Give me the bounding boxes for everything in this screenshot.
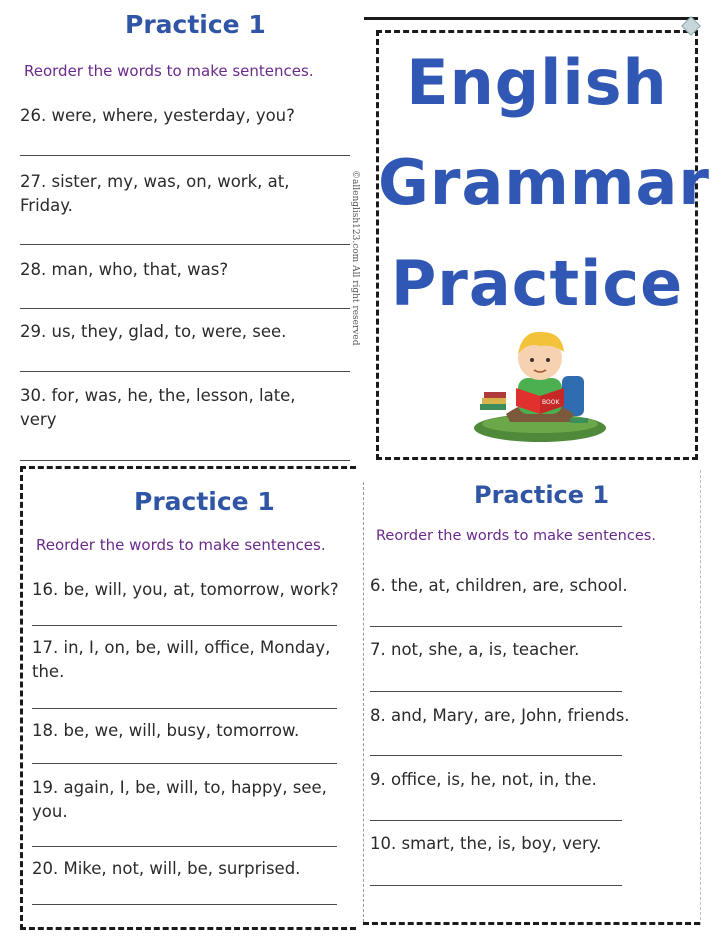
answer-line (32, 904, 337, 905)
question-28: 28. man, who, that, was? (20, 260, 229, 279)
question-30: 30. for, was, he, the, lesson, late, very (20, 386, 296, 429)
practice-title-bottom-right: Practice 1 (474, 481, 610, 509)
question-6: 6. the, at, children, are, school. (370, 576, 628, 595)
answer-line (32, 846, 337, 847)
answer-line (20, 244, 350, 245)
boy-reading-book-illustration (470, 318, 610, 446)
question-17: 17. in, I, on, be, will, office, Monday, the. (32, 638, 331, 681)
answer-line (370, 626, 622, 627)
cover-top-border (364, 17, 698, 20)
question-27: 27. sister, my, was, on, work, at, Friday. (20, 172, 290, 215)
question-20: 20. Mike, not, will, be, surprised. (32, 859, 301, 878)
copyright-watermark: ©allenglish123.com All right reserved (350, 170, 360, 346)
question-18: 18. be, we, will, busy, tomorrow. (32, 721, 300, 740)
answer-line (32, 763, 337, 764)
bottom-dashed-line (363, 922, 700, 925)
question-29: 29. us, they, glad, to, were, see. (20, 322, 287, 341)
cover-title-grammar: Grammar (378, 146, 710, 219)
bottom-right-edge (700, 470, 701, 925)
answer-line (370, 691, 622, 692)
question-9: 9. office, is, he, not, in, the. (370, 770, 597, 789)
question-10: 10. smart, the, is, boy, very. (370, 834, 602, 853)
instruction-bottom-left: Reorder the words to make sentences. (36, 536, 326, 554)
answer-line (370, 755, 622, 756)
answer-line (32, 708, 337, 709)
question-26: 26. were, where, yesterday, you? (20, 106, 295, 125)
answer-line (20, 460, 350, 461)
answer-line (20, 308, 350, 309)
cover-title-practice: Practice (390, 247, 684, 320)
book-label: BOOK (542, 399, 560, 406)
answer-line (370, 820, 622, 821)
answer-line (32, 625, 337, 626)
question-7: 7. not, she, a, is, teacher. (370, 640, 580, 659)
cover-title-english: English (406, 46, 668, 119)
answer-line (20, 371, 350, 372)
practice-title-top-left: Practice 1 (125, 10, 266, 39)
answer-line (370, 885, 622, 886)
bottom-right-divider (363, 482, 364, 922)
question-8: 8. and, Mary, are, John, friends. (370, 706, 630, 725)
question-19: 19. again, I, be, will, to, happy, see, you. (32, 778, 327, 821)
question-16: 16. be, will, you, at, tomorrow, work? (32, 580, 339, 599)
instruction-top-left: Reorder the words to make sentences. (24, 62, 314, 80)
instruction-bottom-right: Reorder the words to make sentences. (376, 528, 656, 544)
answer-line (20, 155, 350, 156)
practice-title-bottom-left: Practice 1 (134, 487, 275, 516)
